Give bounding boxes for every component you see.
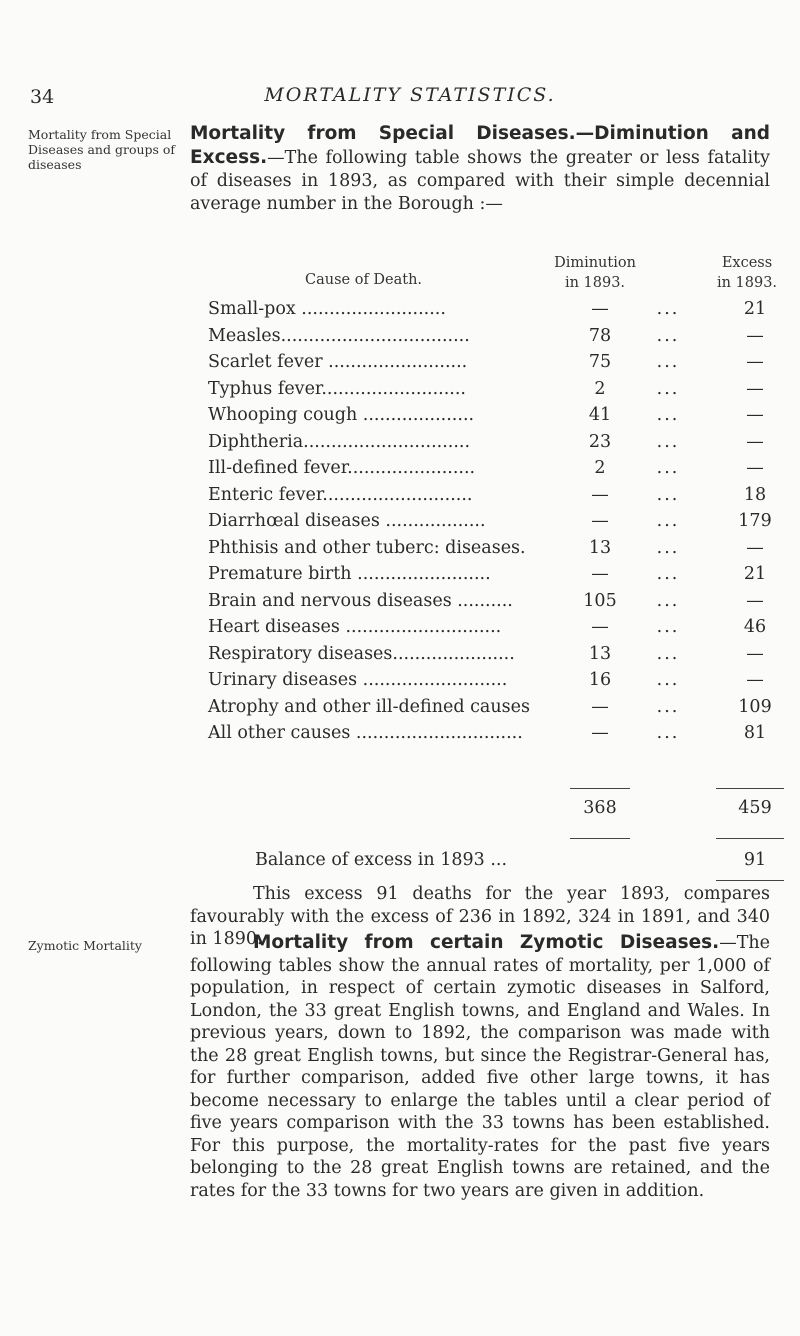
header-cause: Cause of Death. [305,272,423,288]
excess-cell: — [746,670,764,690]
table-row [190,323,770,350]
excess-cell: — [746,352,764,372]
cause-cell: Atrophy and other ill-defined causes [208,696,530,717]
total-diminution: 368 [583,798,617,818]
balance-rule [716,880,784,881]
total-excess: 459 [738,798,772,818]
excess-cell: — [746,643,764,664]
diminution-cell: — [591,723,609,743]
excess-cell: 81 [743,723,767,743]
mortality-table [190,296,770,747]
diminution-cell: 78 [588,325,612,346]
header-excess-line1: Excess [721,255,773,271]
row-separator: ... [656,511,680,531]
excess-cell: — [746,458,764,478]
table-row [190,508,770,535]
row-separator: ... [656,352,680,372]
balance-value: 91 [743,850,767,870]
sum-rule-diminution [570,788,630,789]
section-special-diseases [190,122,770,216]
section-heading: Mortality from Special Diseases.—Diminution and Excess. [190,123,770,168]
row-separator: ... [656,484,680,505]
excess-cell: 179 [738,511,772,531]
table-row [190,429,770,456]
table-row [190,296,770,323]
excess-cell: 46 [743,617,767,637]
diminution-cell: 16 [588,670,612,690]
row-separator: ... [656,405,680,425]
diminution-cell: 105 [583,590,617,611]
diminution-cell: — [591,696,609,717]
diminution-cell: 2 [594,458,606,478]
cause-cell: Diphtheria.............................. [208,431,471,452]
page-number: 34 [30,86,55,108]
table-row [190,455,770,482]
table-row [190,614,770,641]
excess-cell: — [746,378,764,399]
row-separator: ... [656,537,680,558]
cause-cell: Small-pox .......................... [208,299,446,319]
balance-row [190,850,770,880]
header-excess-line2: in 1893. [716,275,778,291]
excess-cell: — [746,537,764,558]
row-separator: ... [656,564,680,584]
row-separator: ... [656,696,680,717]
cause-cell: All other causes .............................. [208,723,523,743]
excess-cell: 21 [743,564,767,584]
cause-cell: Phthisis and other tuberc: diseases. [208,537,526,558]
diminution-cell: 13 [588,643,612,664]
diminution-cell: 75 [588,352,612,372]
row-separator: ... [656,378,680,399]
cause-cell: Urinary diseases .......................... [208,670,508,690]
cause-cell: Heart diseases ............................ [208,617,502,637]
excess-cell: — [746,590,764,611]
excess-cell: 109 [738,696,772,717]
diminution-cell: 13 [588,537,612,558]
comparison-paragraph: This excess 91 deaths for the year 1893, compares favourably with the excess of 236 in 1892, 324 in 1891, and 340 in 1890. [190,884,770,949]
excess-cell: 21 [743,299,767,319]
table-row [190,376,770,403]
margin-note-zymotic: Zymotic Mortality [28,938,142,953]
cause-cell: Measles.................................. [208,325,470,346]
row-separator: ... [656,299,680,319]
cause-cell: Enteric fever........................... [208,484,473,505]
totals-row [190,798,770,828]
table-row [190,667,770,694]
cause-cell: Premature birth ........................ [208,564,491,584]
cause-cell: Ill-defined fever....................... [208,458,476,478]
table-row [190,720,770,747]
row-separator: ... [656,590,680,611]
row-separator: ... [656,431,680,452]
cause-cell: Whooping cough .................... [208,405,475,425]
table-row [190,694,770,721]
table-row [190,349,770,376]
margin-note-special-diseases: Mortality from Special Diseases and groups of diseases [28,127,176,172]
diminution-cell: — [591,484,609,505]
zymotic-heading: Mortality from certain Zymotic Diseases. [253,932,720,953]
section-zymotic [190,932,770,1202]
cause-cell: Respiratory diseases...................... [208,643,515,664]
table-row [190,402,770,429]
row-separator: ... [656,643,680,664]
row-separator: ... [656,325,680,346]
excess-cell: — [746,405,764,425]
cause-cell: Scarlet fever ......................... [208,352,468,372]
diminution-cell: 2 [594,378,606,399]
total-rule-diminution [570,838,630,839]
row-separator: ... [656,458,680,478]
section-intro: —The following table shows the greater or less fatality of diseases in 1893, as compared with their simple decennial average number in the Borough :— [190,148,770,214]
row-separator: ... [656,617,680,637]
table-row [190,561,770,588]
zymotic-body: —The following tables show the annual rates of mortality, per 1,000 of population, in respect of certain zymotic diseases in Salford, London, the 33 great English towns, and England and Wales. In previous years, down to 1892, the comparison was made with the 28 great English towns, but since the Registrar-General has, for further comparison, added five other large towns, it has become necessary to enlarge the tables until a clear period of five years comparison with the 33 towns has been established. For this purpose, the mortality-rates for the past five years belonging to the 28 great English towns are retained, and the rates for the 33 towns for two years are given in addition. [190,933,770,1201]
diminution-cell: 23 [588,431,612,452]
excess-cell: — [746,325,764,346]
table-row [190,588,770,615]
diminution-cell: — [591,564,609,584]
diminution-cell: — [591,511,609,531]
cause-cell: Diarrhœal diseases .................. [208,511,486,531]
diminution-cell: — [591,299,609,319]
cause-cell: Brain and nervous diseases .......... [208,590,513,611]
row-separator: ... [656,723,680,743]
table-row [190,482,770,509]
header-excess [687,253,800,293]
header-diminution-line2: in 1893. [564,275,626,291]
balance-label: Balance of excess in 1893 ... [255,850,508,870]
cause-cell: Typhus fever.......................... [208,378,466,399]
diminution-cell: 41 [588,405,612,425]
row-separator: ... [656,670,680,690]
diminution-cell: — [591,617,609,637]
running-head: MORTALITY STATISTICS. [264,84,556,106]
header-diminution [530,253,660,293]
header-diminution-line1: Diminution [554,255,636,271]
excess-cell: 18 [743,484,767,505]
table-row [190,641,770,668]
table-row [190,535,770,562]
table-header [190,253,778,297]
total-rule-excess [716,838,784,839]
excess-cell: — [746,431,764,452]
sum-rule-excess [716,788,784,789]
